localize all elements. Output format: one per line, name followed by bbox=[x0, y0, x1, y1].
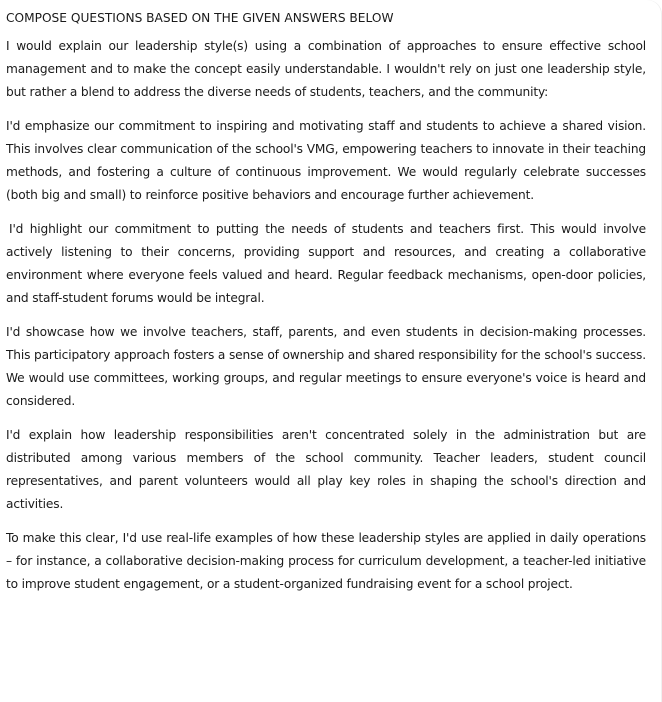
paragraph-leadership-overview: I would explain our leadership style(s) using a combination of approaches to ensure effective school management and to make the concept easily understandable. I wouldn't rely on just one leadership style, but rather a blend to address the diverse needs of students, teachers, and the community: bbox=[6, 39, 646, 99]
paragraph-distributed-leadership: I'd explain how leadership responsibilities aren't concentrated solely in the administration but are distributed among various members of the school community. Teacher leaders, student council representatives, and parent volunteers would all play key roles in shaping the school's direction and activities. bbox=[6, 428, 646, 511]
paragraph-participatory-decision-making: I'd showcase how we involve teachers, staff, parents, and even students in decision-making processes. This participatory approach fosters a sense of ownership and shared responsibility for the school's success. We would use committees, working groups, and regular meetings to ensure everyone's voice is heard and considered. bbox=[6, 325, 646, 408]
document-body bbox=[6, 9, 646, 607]
paragraph-real-life-examples: To make this clear, I'd use real-life examples of how these leadership styles are applied in daily operations – for instance, a collaborative decision-making process for curriculum development, a teacher-led initiative to improve student engagement, or a student-organized fundraising event for a school project. bbox=[6, 531, 646, 591]
paragraph-shared-vision: I'd emphasize our commitment to inspiring and motivating staff and students to achieve a shared vision. This involves clear communication of the school's VMG, empowering teachers to innovate in their teaching methods, and fostering a culture of continuous improvement. We would regularly celebrate successes (both big and small) to reinforce positive behaviors and encourage further achievement. bbox=[6, 119, 646, 202]
paragraph-students-teachers-first: I'd highlight our commitment to putting the needs of students and teachers first. This would involve actively listening to their concerns, providing support and resources, and creating a collaborative environment where everyone feels valued and heard. Regular feedback mechanisms, open-door policies, and staff-student forums would be integral. bbox=[6, 222, 646, 305]
document-heading: COMPOSE QUESTIONS BASED ON THE GIVEN ANSWERS BELOW bbox=[6, 11, 394, 25]
